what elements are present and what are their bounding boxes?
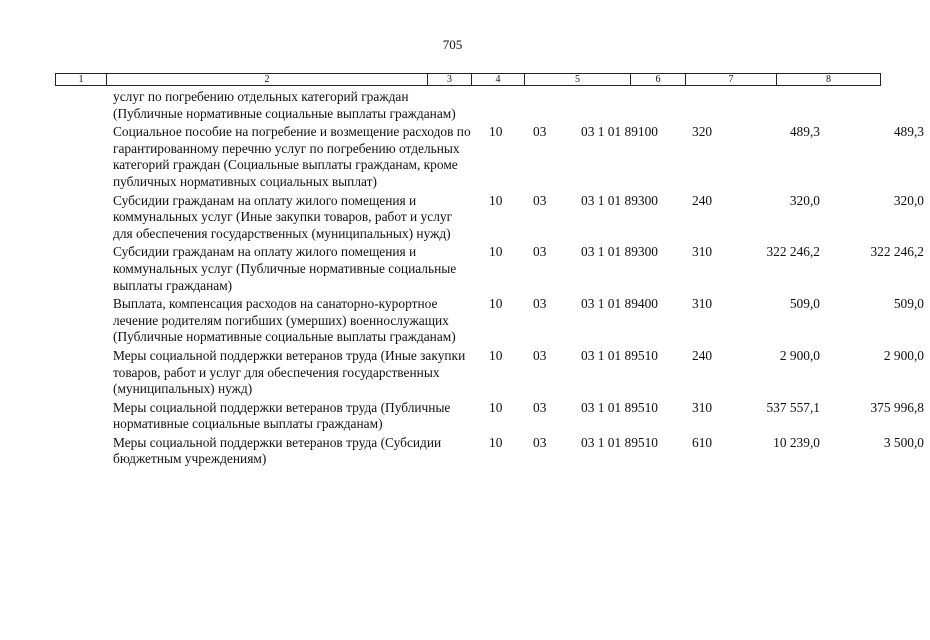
row-amount-col8 bbox=[826, 89, 930, 124]
row-target-article-code: 03 1 01 89510 bbox=[581, 434, 658, 450]
row-target-article-code: 03 1 01 89510 bbox=[581, 347, 658, 363]
budget-table-body bbox=[55, 89, 930, 470]
table-row bbox=[55, 348, 930, 400]
row-amount-col7: 10 239,0 bbox=[773, 434, 820, 450]
header-cell-8: 8 bbox=[777, 74, 881, 86]
row-subsection-code: 03 bbox=[533, 399, 547, 415]
row-amount-col8: 320,0 bbox=[893, 192, 924, 208]
row-expense-type-code: 240 bbox=[692, 347, 713, 363]
row-amount-col7: 2 900,0 bbox=[779, 347, 820, 363]
row-expense-type-code: 310 bbox=[692, 244, 713, 260]
row-target-article-code: 03 1 01 89100 bbox=[581, 124, 658, 140]
row-section-code: 10 bbox=[489, 124, 503, 140]
row-amount-col8: 375 996,8 bbox=[870, 399, 924, 415]
row-description: Меры социальной поддержки ветеранов труда (Иные закупки товаров, работ и услуг для обеспечения государственных (муниципальных) нужд) bbox=[113, 347, 466, 397]
header-cell-2: 2 bbox=[107, 74, 428, 86]
header-cell-7: 7 bbox=[686, 74, 777, 86]
row-amount-col7: 509,0 bbox=[789, 296, 820, 312]
table-row bbox=[55, 193, 930, 245]
row-section-code: 10 bbox=[489, 296, 503, 312]
row-subsection-code: 03 bbox=[533, 192, 547, 208]
row-description: Социальное пособие на погребение и возмещение расходов по гарантированному перечню услуг по погребению отдельных категорий граждан (Социальные выплаты гражданам, кроме публичных нормативных социальных выплат) bbox=[113, 124, 471, 189]
row-subsection-code bbox=[521, 89, 574, 124]
row-amount-col8: 322 246,2 bbox=[870, 244, 924, 260]
page-number: 705 bbox=[442, 37, 463, 52]
row-section-code: 10 bbox=[489, 244, 503, 260]
row-expense-type-code bbox=[680, 89, 735, 124]
row-description: Субсидии гражданам на оплату жилого помещения и коммунальных услуг (Иные закупки товаров, работ и услуг для обеспечения государственных (муниципальных) нужд) bbox=[113, 192, 453, 241]
row-amount-col8: 489,3 bbox=[893, 124, 924, 140]
row-amount-col7: 489,3 bbox=[789, 124, 820, 140]
row-subsection-code: 03 bbox=[533, 124, 547, 140]
header-cell-1: 1 bbox=[56, 74, 107, 86]
row-description: Выплата, компенсация расходов на санаторно-курортное лечение родителям погибших (умерших) военнослужащих (Публичные нормативные социальные выплаты гражданам) bbox=[113, 296, 456, 345]
table-row bbox=[55, 400, 930, 435]
header-cell-5: 5 bbox=[525, 74, 631, 86]
row-amount-col7 bbox=[735, 89, 826, 124]
column-number-header bbox=[55, 73, 881, 86]
row-amount-col7: 320,0 bbox=[789, 192, 820, 208]
row-description: Меры социальной поддержки ветеранов труда (Публичные нормативные социальные выплаты гражданам) bbox=[113, 399, 451, 432]
table-row bbox=[55, 296, 930, 348]
header-row bbox=[56, 74, 881, 86]
row-amount-col8: 2 900,0 bbox=[883, 347, 924, 363]
header-cell-4: 4 bbox=[472, 74, 525, 86]
row-section-code: 10 bbox=[489, 192, 503, 208]
row-subsection-code: 03 bbox=[533, 347, 547, 363]
row-expense-type-code: 320 bbox=[692, 124, 713, 140]
row-expense-type-code: 240 bbox=[692, 192, 713, 208]
row-description: Меры социальной поддержки ветеранов труда (Субсидии бюджетным учреждениям) bbox=[113, 434, 442, 467]
row-target-article-code: 03 1 01 89400 bbox=[581, 296, 658, 312]
row-target-article-code: 03 1 01 89510 bbox=[581, 399, 658, 415]
row-expense-type-code: 310 bbox=[692, 296, 713, 312]
row-section-code: 10 bbox=[489, 347, 503, 363]
row-section-code: 10 bbox=[489, 434, 503, 450]
row-target-article-code bbox=[574, 89, 680, 124]
table-row bbox=[55, 244, 930, 296]
table-row bbox=[55, 124, 930, 192]
row-target-article-code: 03 1 01 89300 bbox=[581, 244, 658, 260]
header-cell-6: 6 bbox=[631, 74, 686, 86]
row-amount-col7: 537 557,1 bbox=[766, 399, 820, 415]
header-cell-3: 3 bbox=[428, 74, 472, 86]
row-section-code bbox=[477, 89, 521, 124]
table-row bbox=[55, 435, 930, 470]
row-description: Субсидии гражданам на оплату жилого помещения и коммунальных услуг (Публичные нормативные социальные выплаты гражданам) bbox=[113, 244, 457, 293]
row-amount-col8: 509,0 bbox=[893, 296, 924, 312]
row-section-code: 10 bbox=[489, 399, 503, 415]
row-expense-type-code: 310 bbox=[692, 399, 713, 415]
row-expense-type-code: 610 bbox=[692, 434, 713, 450]
row-amount-col8: 3 500,0 bbox=[883, 434, 924, 450]
row-subsection-code: 03 bbox=[533, 296, 547, 312]
row-subsection-code: 03 bbox=[533, 244, 547, 260]
row-description: услуг по погребению отдельных категорий граждан (Публичные нормативные социальные выплаты гражданам) bbox=[113, 89, 456, 121]
row-subsection-code: 03 bbox=[533, 434, 547, 450]
row-target-article-code: 03 1 01 89300 bbox=[581, 192, 658, 208]
table-row bbox=[55, 89, 930, 124]
row-amount-col7: 322 246,2 bbox=[766, 244, 820, 260]
